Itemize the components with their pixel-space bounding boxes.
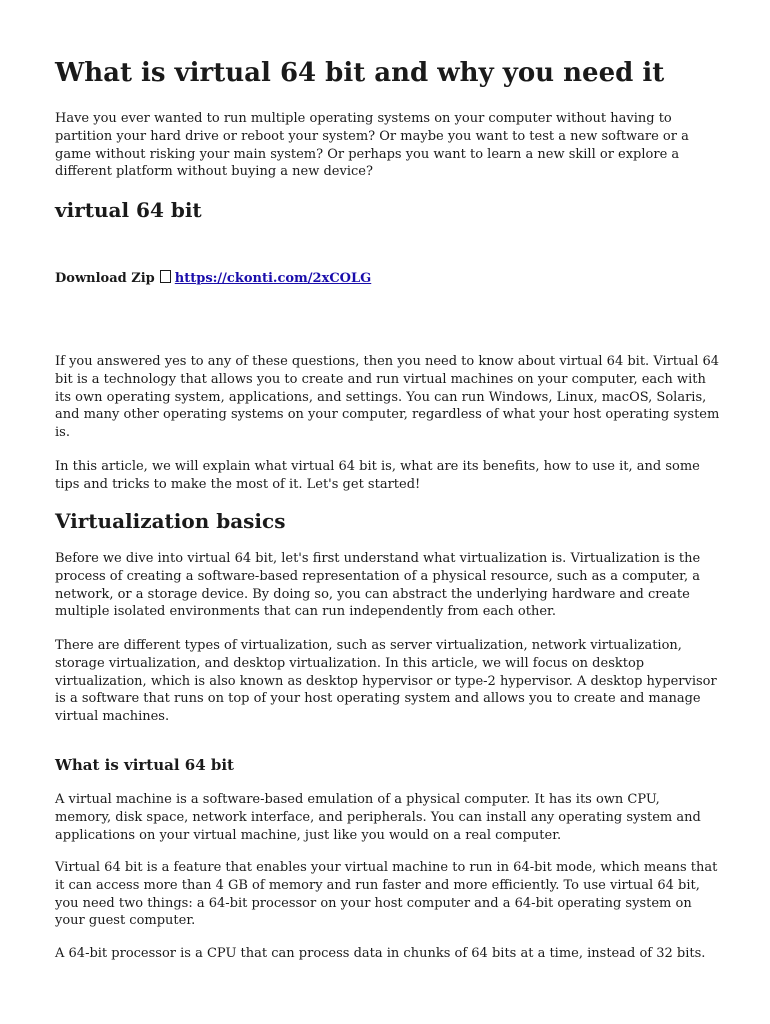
download-link[interactable]: https://ckonti.com/2xCOLG <box>174 271 372 286</box>
basics-paragraph-1: Before we dive into virtual 64 bit, let's first understand what virtualization is. Virtualization is the process of creating a software-based representation of a physical resource, such as a computer, a network, or a storage device. By doing so, you can abstract the underlying hardware and create multiple isolated environments that can run independently from each other. <box>55 551 701 620</box>
page-title: What is virtual 64 bit and why you need it <box>55 58 665 88</box>
section-heading-what: What is virtual 64 bit <box>55 756 234 774</box>
what-paragraph-1: A virtual machine is a software-based emulation of a physical computer. It has its own CPU, memory, disk space, network interface, and peripherals. You can install any operating system and applications on your virtual machine, just like you would on a real computer. <box>55 792 701 843</box>
download-line <box>55 270 371 288</box>
section-heading-basics: Virtualization basics <box>55 509 286 533</box>
article-overview-paragraph: In this article, we will explain what virtual 64 bit is, what are its benefits, how to use it, and some tips and tricks to make the most of it. Let's get started! <box>55 459 700 492</box>
answer-paragraph: If you answered yes to any of these questions, then you need to know about virtual 64 bit. Virtual 64 bit is a technology that allows you to create and run virtual machines on your computer, each with its own operating system, applications, and settings. You can run Windows, Linux, macOS, Solaris, and many other operating systems on your computer, regardless of what your host operating system is. <box>55 354 720 441</box>
download-label: Download Zip <box>55 271 155 286</box>
basics-paragraph-2: There are different types of virtualization, such as server virtualization, network virtualization, storage virtualization, and desktop virtualization. In this article, we will focus on desktop virtualization, which is also known as desktop hypervisor or type-2 hypervisor. A desktop hypervisor is a software that runs on top of your host operating system and allows you to create and manage virtual machines. <box>55 638 717 725</box>
intro-paragraph: Have you ever wanted to run multiple operating systems on your computer without having to partition your hard drive or reboot your system? Or maybe you want to test a new software or a game without risking your main system? Or perhaps you want to learn a new skill or explore a different platform without buying a new device? <box>55 111 689 180</box>
what-paragraph-2: Virtual 64 bit is a feature that enables your virtual machine to run in 64-bit mode, which means that it can access more than 4 GB of memory and run faster and more efficiently. To use virtual 64 bit, you need two things: a 64-bit processor on your host computer and a 64-bit operating system on your guest computer. <box>55 860 718 929</box>
missing-glyph-icon <box>160 270 171 283</box>
keyword-heading: virtual 64 bit <box>55 198 202 222</box>
what-paragraph-3: A 64-bit processor is a CPU that can process data in chunks of 64 bits at a time, instead of 32 bits. <box>55 946 706 961</box>
